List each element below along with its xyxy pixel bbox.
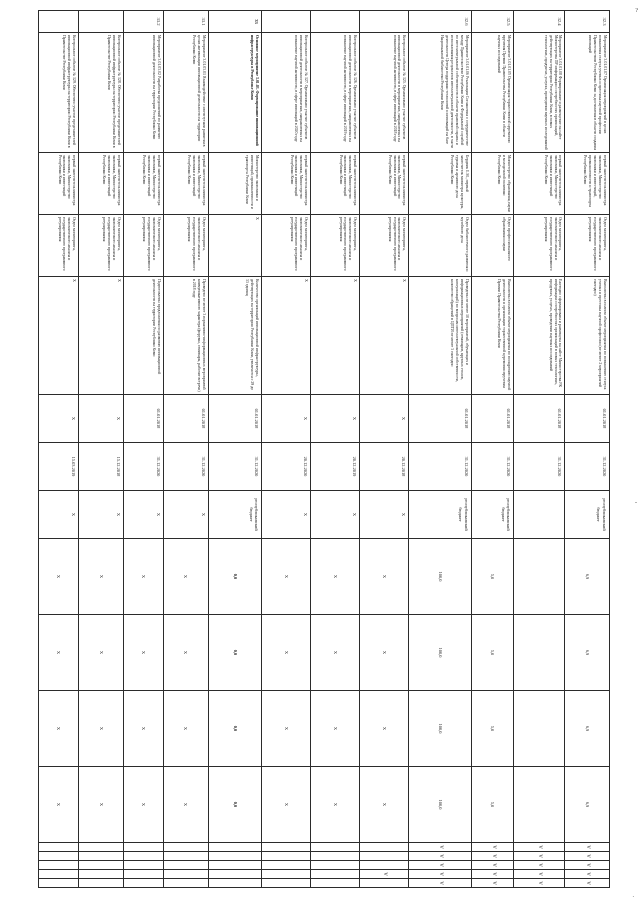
row-number: 32.3 [565,11,610,33]
table-row [409,11,471,888]
row-indicator: X [311,277,360,395]
row-mark-q4 [208,870,262,879]
row-start-date: 01.01.2018 [123,395,163,443]
row-end-date: 31.12.2020 [471,443,513,491]
row-funding-source [514,491,565,539]
edge-mark-top: ? [635,8,638,14]
table-row [311,11,360,888]
row-amount-2020: X [123,767,163,843]
row-name: Мероприятие 3.01.01.05 Организация торжественной церемонии вручения Премии Правительства Республики Коми в области научных исследований [471,33,513,153]
row-mark-q4 [262,870,311,879]
row-mark-q1 [208,843,262,852]
row-department: X [208,215,262,277]
row-name: Контрольное событие № 129. Обеспечено участие представителей инновационной инфраструктуры на территории Республики Коми в Правительстве Республики Коми [39,33,79,153]
row-amount-2018: X [360,615,409,691]
row-name: Мероприятие 3.01.01.06 Реализация Соглашения о сотрудничестве между Правительством Республики Коми и Федеральной службой по интеллектуальной собственности в области правовой охраны и использования результатов интеллектуальной деятельности, в части деятельности Центра поддержки технологий и инноваций на базе Национальной библиотеки Республики Коми [409,33,471,153]
row-amount-2019: X [360,691,409,767]
row-amount-2019: X [39,691,79,767]
row-end-date: 31.12.2020 [565,443,610,491]
row-amount-2018 [514,615,565,691]
row-mark-year [311,879,360,888]
row-mark-year [360,879,409,888]
row-amount-2018: 100,0 [409,615,471,691]
row-mark-q2 [208,852,262,861]
row-responsible: первый заместитель министра экономики, Министерство экономики и инвестиций Республики Коми [262,153,311,215]
row-end-date: 15.03.2019 [39,443,79,491]
row-amount-2018: X [311,615,360,691]
row-amount-2018: 0,0 [208,615,262,691]
row-amount-total: X [123,539,163,615]
row-number: 32.6 [409,11,471,33]
row-department: Отдел мониторинга, экономического анализа и государственного программного регулирования [123,215,163,277]
row-end-date: 31.12.2020 [514,443,565,491]
row-end-date: 31.12.2020 [409,443,471,491]
row-responsible: первый заместитель министра экономики, Министерство экономики и инвестиций Республики Коми [39,153,79,215]
table-row [360,11,409,888]
row-start-date: 01.01.2018 [565,395,610,443]
row-funding-source: X [39,491,79,539]
row-amount-2019 [514,691,565,767]
row-mark-q1 [39,843,79,852]
row-start-date: 01.01.2018 [514,395,565,443]
row-name: Мероприятие 3.01.03.01 Взаимодействие с институтами развития в целях активизации инновационной деятельности на территории Республики Коми [163,33,208,153]
row-mark-q4: V [514,870,565,879]
row-indicator: X [79,277,124,395]
row-amount-2019: X [262,691,311,767]
row-department: Отдел мониторинга, экономического анализа и государственного программного регулирования [262,215,311,277]
row-mark-q2 [123,852,163,861]
row-mark-q3: V [409,861,471,870]
row-amount-total: X [311,539,360,615]
row-mark-q3: V [565,861,610,870]
row-mark-year [79,879,124,888]
row-mark-q1 [262,843,311,852]
table-row [262,11,311,888]
edge-mark-bottom: . [632,893,634,899]
row-mark-q3 [39,861,79,870]
row-end-date: 15.12.2018 [79,443,124,491]
row-amount-2018: X [39,615,79,691]
row-department: Отдел мониторинга, экономического анализа и государственного программного регулирования [163,215,208,277]
row-amount-2019: 6,9 [565,691,610,767]
row-amount-2020: X [311,767,360,843]
row-department: Отдел мониторинга, экономического анализа и государственного программного регулирования [514,215,565,277]
row-indicator: Проведено не менее 3 нормативно-информационных мероприятий коммуникативного характера (форумы, семинары, рабочие встречи) в 2018 году [163,277,208,395]
row-mark-q4 [311,870,360,879]
row-responsible: первый заместитель министра экономики, Министерство экономики и инвестиций Республики Коми [360,153,409,215]
row-name: Основное мероприятие 3.01.03. Формирование инновационной инфраструктуры в Республике Коми [208,33,262,153]
row-responsible: Министерство экономики и инвестиций, промышленности и транспорта Республики Коми [208,153,262,215]
row-mark-q3 [163,861,208,870]
row-amount-2020: 6,9 [565,767,610,843]
row-mark-q4: V [360,870,409,879]
row-responsible: первый заместитель министра экономики, Министерство экономики и инвестиций Республики Коми [514,153,565,215]
row-mark-year: V [514,879,565,888]
row-number: 33.1 [163,11,208,33]
row-mark-q2 [79,852,124,861]
row-amount-2020: 100,0 [409,767,471,843]
row-amount-total: X [39,539,79,615]
row-funding-source: республиканский бюджет [208,491,262,539]
edge-mark-middle: - [635,500,637,506]
row-department: Отдел библиотечного развития и музейного дела [409,215,471,277]
row-mark-year [208,879,262,888]
row-indicator: Подготовлены предложения по развитию инновационной деятельности на территории Республики Коми [123,277,163,395]
table-row [471,11,513,888]
table-row [79,11,124,888]
row-start-date: 01.01.2018 [163,395,208,443]
plan-table [38,10,610,888]
row-mark-q1: V [409,843,471,852]
row-name: Контрольное событие № 125. Организовано участие субъектов инновационной деятельности в мероприятиях, направленных на повышение научной активности, в сфере инноваций в 2018 году [360,33,409,153]
row-responsible: Министерство образования, науки и молодежной политики Республики Коми [471,153,513,215]
row-amount-total: X [262,539,311,615]
row-amount-total: 5,0 [471,539,513,615]
row-mark-q3 [311,861,360,870]
row-responsible: Бердник Е.М., первый заместитель министра культуры, туризма и архивного дела Республики Коми [409,153,471,215]
row-amount-2020: X [262,767,311,843]
row-indicator: X [39,277,79,395]
row-responsible: первый заместитель министра экономики, Министерство экономики и инвестиций Республики Коми [123,153,163,215]
row-department: Отдел профессионального образования и науки [471,215,513,277]
row-department: Отдел мониторинга, экономического анализа и государственного программного регулирования [311,215,360,277]
row-funding-source: республиканский бюджет [471,491,513,539]
row-responsible: первый заместитель министра экономики, Министерство экономики и инвестиций Республики Коми [163,153,208,215]
row-funding-source: X [360,491,409,539]
row-amount-2018: X [163,615,208,691]
row-amount-2019: X [123,691,163,767]
row-indicator: Выполнены в полном объеме мероприятия по поощрению научной деятельности и организации торжественной церемонии вручения Премии Правительства Республики Коми [471,277,513,395]
row-name: Мероприятие 3.01.03.02 Разработка предложений по развитию инновационной деятельности на территории Республики Коми [123,33,163,153]
row-amount-2019: X [79,691,124,767]
table-row [123,11,163,888]
row-number: 33 [208,11,262,33]
row-amount-2018: X [262,615,311,691]
row-amount-2019: 0,0 [208,691,262,767]
row-mark-q3 [79,861,124,870]
row-indicator: Проведены не менее 10 мероприятий, обучающих и информационных мероприятий (семинаров, круглых столов, консультаций) по вопросам интеллектуальной собственности, количество обращений в ЦПТИ не менее 3 ежегодно [409,277,471,395]
row-mark-q3: V [471,861,513,870]
row-mark-q4 [79,870,124,879]
row-indicator: X [262,277,311,395]
row-name: Мероприятие 3.01.01.07 Организация мероприятий в целях повышения статуса ученых и престижа научной профессии Правительством Республики Коми за достижения в области создания инноваций [565,33,610,153]
row-amount-2019: X [311,691,360,767]
row-name: Контрольное событие № 128. Обеспечено участие представителей инновационной инфраструктуры на территории Республики Коми в Правительстве Республики Коми [79,33,124,153]
row-mark-q2 [311,852,360,861]
row-amount-total: 0,0 [208,539,262,615]
row-amount-2020: 0,0 [208,767,262,843]
row-mark-q4: V [409,870,471,879]
row-mark-year [163,879,208,888]
row-start-date: X [79,395,124,443]
row-mark-q2: V [565,852,610,861]
row-end-date: 20.12.2019 [311,443,360,491]
row-end-date: 20.12.2018 [360,443,409,491]
row-department: Отдел мониторинга, экономического анализа и государственного программного регулирования [360,215,409,277]
row-mark-q1: V [514,843,565,852]
row-amount-2018: 6,9 [565,615,610,691]
row-mark-q2: V [409,852,471,861]
row-mark-year: V [471,879,513,888]
row-amount-2020: X [360,767,409,843]
table-row [39,11,79,888]
row-number [79,11,124,33]
row-indicator: Ежегодно сформирована и размещена на сайте Министерства РК информация о потребностях организаций в новых технологиях, продуктах, услугах, проведении научных исследований [514,277,565,395]
row-mark-q1 [163,843,208,852]
row-mark-year [262,879,311,888]
row-mark-q1: V [565,843,610,852]
row-mark-q4: V [565,870,610,879]
row-amount-2020: X [39,767,79,843]
row-name: Мероприятие 3.01.01.08 Формирование и размещение на сайте Министерства ПР информации о потребностях организаций, действующих на территории Республики Коми, в новых технологиях, продуктах, услугах, проведении научных исследований [514,33,565,153]
row-amount-2018: X [79,615,124,691]
row-amount-2020: 5,0 [471,767,513,843]
row-mark-q2 [39,852,79,861]
row-amount-2019: 5,0 [471,691,513,767]
row-mark-q3 [208,861,262,870]
row-mark-q4 [163,870,208,879]
row-start-date: X [311,395,360,443]
row-department: Отдел мониторинга, экономического анализа и государственного программного регулирования [565,215,610,277]
table-row [514,11,565,888]
row-amount-2019: X [163,691,208,767]
row-mark-q3 [262,861,311,870]
row-mark-q3 [360,861,409,870]
row-amount-total [514,539,565,615]
row-mark-q1: V [471,843,513,852]
row-end-date: 31.12.2020 [123,443,163,491]
row-number: 33.2 [123,11,163,33]
row-mark-q4 [123,870,163,879]
row-mark-q1 [123,843,163,852]
row-funding-source: X [262,491,311,539]
row-amount-total: 6,9 [565,539,610,615]
row-name: Контрольное событие № 127. Организовано участие субъектов инновационной деятельности в мероприятиях, направленных на повышение научной активности, в сфере инноваций в 2020 году [262,33,311,153]
row-department: Отдел мониторинга, экономического анализа и государственного программного регулирования [79,215,124,277]
row-indicator: X [360,277,409,395]
row-amount-2018: 5,0 [471,615,513,691]
row-start-date: X [262,395,311,443]
row-responsible: первый заместитель министра экономики, Министерство экономики и инвестиций, промышленности и транспорта Республики Коми [565,153,610,215]
row-mark-q2 [360,852,409,861]
row-responsible: первый заместитель министра экономики, Министерство экономики и инвестиций Республики Коми [311,153,360,215]
row-mark-q2 [262,852,311,861]
row-funding-source: X [79,491,124,539]
row-start-date: 01.01.2018 [208,395,262,443]
row-amount-2018: X [123,615,163,691]
row-mark-q2: V [471,852,513,861]
row-mark-q1 [311,843,360,852]
row-amount-total: 100,0 [409,539,471,615]
row-mark-q1 [360,843,409,852]
row-mark-q3: V [514,861,565,870]
row-mark-year [39,879,79,888]
row-department: Отдел мониторинга, экономического анализа и государственного программного регулирования [39,215,79,277]
row-mark-year [123,879,163,888]
row-funding-source: республиканский бюджет [565,491,610,539]
row-number [262,11,311,33]
row-amount-total: X [79,539,124,615]
row-mark-year: V [565,879,610,888]
row-amount-2020: X [163,767,208,843]
row-number [311,11,360,33]
table-row [208,11,262,888]
row-funding-source: республиканский бюджет [409,491,471,539]
row-end-date: 31.12.2020 [208,443,262,491]
row-amount-2020: X [79,767,124,843]
row-end-date: 31.12.2020 [163,443,208,491]
table-row [565,11,610,888]
row-start-date: X [39,395,79,443]
row-amount-total: X [360,539,409,615]
row-number [39,11,79,33]
row-mark-q4: V [471,870,513,879]
row-start-date: 01.01.2018 [409,395,471,443]
row-funding-source: X [163,491,208,539]
row-end-date: 20.12.2020 [262,443,311,491]
row-number [360,11,409,33]
row-funding-source: X [311,491,360,539]
row-mark-year: V [409,879,471,888]
row-mark-q3 [123,861,163,870]
row-mark-q1 [79,843,124,852]
row-number: 32.4 [514,11,565,33]
row-start-date: X [360,395,409,443]
row-funding-source: X [123,491,163,539]
row-amount-total: X [163,539,208,615]
row-responsible: первый заместитель министра экономики, Министерство экономики и инвестиций Республики Коми [79,153,124,215]
row-mark-q2 [163,852,208,861]
table-row [163,11,208,888]
rotated-table-wrapper [38,10,610,885]
row-name: Контрольное событие № 126. Организовано участие субъектов инновационной деятельности в мероприятиях, направленных на повышение научной активности, в сфере инноваций в 2019 году [311,33,360,153]
row-amount-2020 [514,767,565,843]
row-start-date: 01.01.2018 [471,395,513,443]
row-mark-q4 [39,870,79,879]
row-number: 32.5 [471,11,513,33]
row-indicator: Количество организаций инновационной инфраструктуры, действующих на территории Республики Коми, увеличится с 29 до 33 единиц [208,277,262,395]
row-indicator: Выполнены в полном объеме мероприятия по повышению статуса ученых и престижа научной профессии (не менее 2 мероприятий ежегодно) [565,277,610,395]
row-amount-2019: 100,0 [409,691,471,767]
row-mark-q2: V [514,852,565,861]
